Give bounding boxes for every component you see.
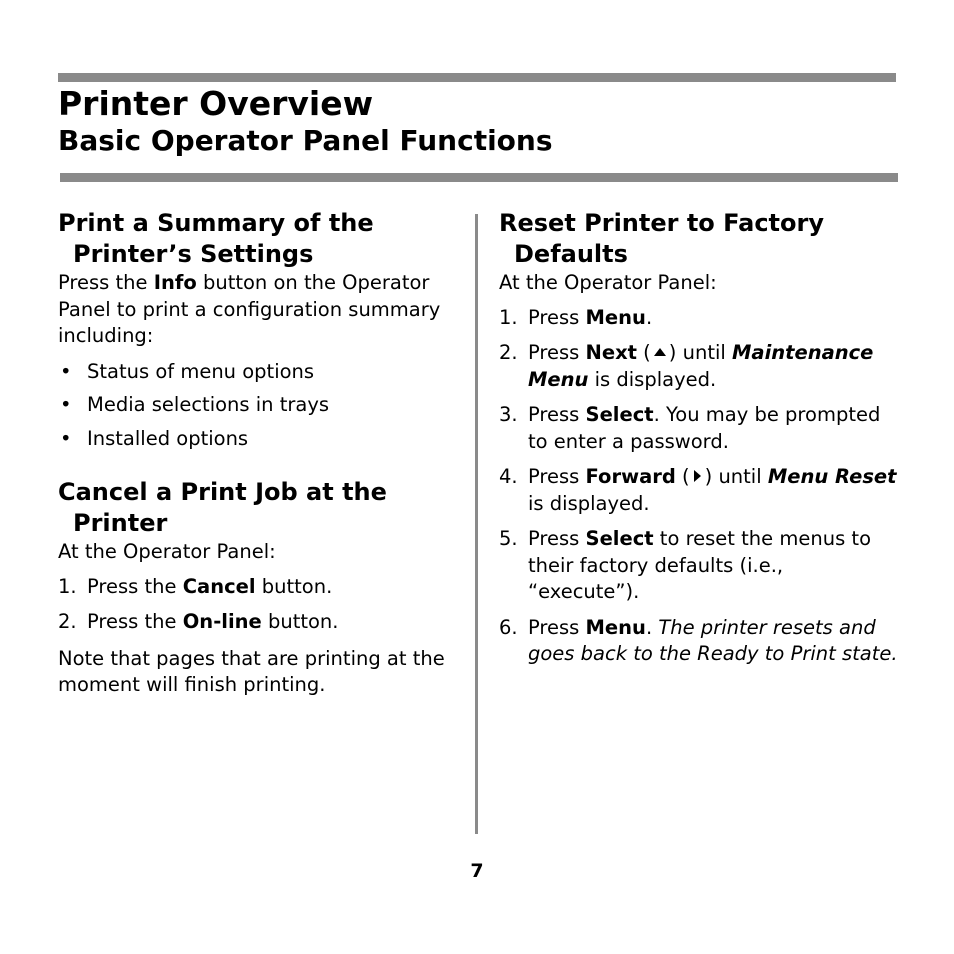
- step-number: 3.: [499, 403, 518, 426]
- cancel-intro: At the Operator Panel:: [58, 540, 276, 563]
- step-number: 4.: [499, 465, 518, 488]
- summary-bullet-list: [58, 359, 458, 453]
- section-heading-cancel-job: [58, 477, 458, 539]
- step-number: 2.: [58, 610, 77, 633]
- bullet-item: • Media selections in trays: [58, 392, 458, 419]
- button-name: Select: [585, 527, 654, 550]
- text: .: [645, 615, 659, 639]
- heading-line-1: Reset Printer to Factory: [499, 209, 824, 237]
- step-item: [499, 305, 899, 332]
- button-name: Cancel: [182, 574, 256, 598]
- text: Press: [528, 305, 586, 329]
- step-item: [58, 609, 458, 636]
- step-item: [499, 526, 899, 606]
- text: Press the: [87, 574, 183, 598]
- left-column: [58, 208, 458, 699]
- reset-intro: At the Operator Panel:: [499, 271, 717, 294]
- heading-line-1: Cancel a Print Job at the: [58, 478, 387, 506]
- text: Press the: [87, 610, 183, 633]
- step-item: [58, 574, 458, 601]
- text: Press: [528, 465, 586, 488]
- bullet-item: • Status of menu options: [58, 359, 458, 386]
- section-factory-reset: [499, 208, 899, 668]
- cancel-note: Note that pages that are printing at the moment will finish printing.: [58, 646, 445, 696]
- text: (: [675, 465, 690, 488]
- button-name: Select: [585, 403, 654, 426]
- text: . You may be prompted to enter a password.: [528, 403, 881, 453]
- heading-line-2: Printer’s Settings: [73, 240, 314, 268]
- text: Press the: [58, 271, 154, 294]
- header-rule-top: [58, 73, 896, 82]
- button-name: Menu: [585, 305, 646, 329]
- page-subtitle: Basic Operator Panel Functions: [58, 124, 553, 157]
- text: Press: [528, 615, 586, 639]
- step-item: [499, 615, 899, 668]
- text: (: [636, 341, 651, 364]
- text: ) until: [668, 341, 733, 364]
- text: button.: [261, 610, 339, 633]
- button-name: Next: [585, 341, 637, 364]
- page-number: 7: [470, 860, 484, 882]
- header-rule-bottom: [60, 173, 898, 182]
- step-number: 1.: [499, 305, 518, 329]
- summary-intro: [58, 270, 458, 350]
- section-heading-print-summary: [58, 208, 458, 270]
- right-triangle-icon: [694, 470, 701, 482]
- section-cancel-job: [58, 477, 458, 699]
- step-item: [499, 464, 899, 517]
- text: .: [645, 305, 653, 329]
- text: is displayed.: [528, 491, 650, 515]
- column-divider: [475, 214, 478, 834]
- cancel-steps: [58, 574, 458, 636]
- page-title: Printer Overview: [58, 84, 374, 123]
- heading-line-2: Printer: [73, 509, 168, 537]
- heading-line-1: Print a Summary of the: [58, 209, 374, 237]
- step-item: [499, 340, 899, 393]
- step-number: 1.: [58, 574, 77, 598]
- step-number: 5.: [499, 527, 518, 550]
- menu-name: Maintenance Menu: [528, 341, 874, 391]
- up-triangle-icon: [654, 348, 666, 356]
- text: Press: [528, 527, 586, 550]
- menu-name: Menu Reset: [767, 465, 897, 488]
- info-button-name: Info: [153, 271, 197, 294]
- text: button on the Operator Panel to print a configuration summary including:: [58, 271, 441, 347]
- step-number: 6.: [499, 615, 518, 639]
- text: to reset the menus to their factory defaults (i.e., “execute”).: [528, 527, 871, 603]
- button-name: On-line: [182, 610, 262, 633]
- step-item: [499, 402, 899, 455]
- step-number: 2.: [499, 341, 518, 364]
- bullet-item: • Installed options: [58, 426, 458, 453]
- section-heading-factory-reset: [499, 208, 899, 270]
- section-print-summary: [58, 208, 458, 452]
- text: Press: [528, 403, 586, 426]
- button-name: Menu: [585, 615, 646, 639]
- button-name: Forward: [585, 465, 676, 488]
- result-text: The printer resets and goes back to the Ready to Print state.: [528, 615, 898, 665]
- text: button.: [255, 574, 333, 598]
- text: is displayed.: [588, 367, 717, 391]
- text: Press: [528, 341, 586, 364]
- reset-steps: [499, 305, 899, 668]
- heading-line-2: Defaults: [514, 240, 628, 268]
- right-column: [499, 208, 899, 677]
- text: ) until: [704, 465, 768, 488]
